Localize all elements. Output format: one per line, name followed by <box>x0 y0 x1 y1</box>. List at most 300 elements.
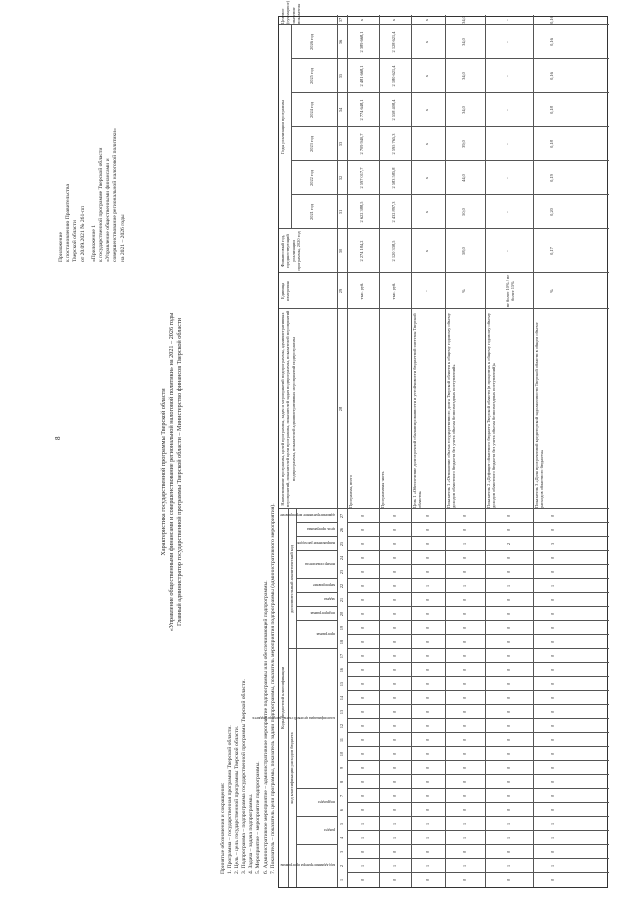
target-column-header: Целевое (суммарное) значение показателя <box>280 0 301 24</box>
code-cell: 0 <box>506 514 511 518</box>
table-rule <box>347 606 609 607</box>
abbreviations-heading: Принятые обозначения и сокращения: <box>220 782 226 874</box>
row-year-value: х <box>424 210 429 214</box>
column-number: 6 <box>339 808 344 812</box>
column-number: 16 <box>339 667 344 673</box>
table-rule <box>347 592 609 593</box>
code-cell: 0 <box>506 696 511 700</box>
unit-column-header: Единица измерения <box>280 281 291 301</box>
column-number: 11 <box>339 737 344 743</box>
table-rule <box>296 550 337 551</box>
code-column-header: административное мероприятие <box>280 513 335 518</box>
code-cell: 0 <box>425 514 430 518</box>
code-cell: 0 <box>360 780 365 784</box>
row-name: Программа, всего <box>348 474 353 508</box>
code-cell: 1 <box>392 822 397 826</box>
code-cell: 0 <box>462 654 467 658</box>
code-cell: 0 <box>550 654 555 658</box>
code-cell: 0 <box>550 612 555 616</box>
row-target-value: х <box>424 18 429 22</box>
code-cell: 0 <box>425 878 430 882</box>
table-rule <box>347 746 609 747</box>
code-cell: 0 <box>506 878 511 882</box>
code-column-header: направление расходов <box>297 541 335 546</box>
column-number: 7 <box>339 794 344 798</box>
page-number: 8 <box>54 436 62 440</box>
code-cell: 0 <box>360 808 365 812</box>
column-number: 17 <box>339 653 344 659</box>
code-cell: 0 <box>360 528 365 532</box>
row-year-value: 0,18 <box>549 140 554 148</box>
code-subheader: код классификации расходов бюджета <box>289 732 294 804</box>
row-year-value: 2 558 408,4 <box>391 99 396 121</box>
code-cell: 0 <box>506 738 511 742</box>
code-cell: 0 <box>462 766 467 770</box>
code-cell: 1 <box>462 864 467 868</box>
code-cell: 0 <box>550 528 555 532</box>
year-header: 2025 год <box>309 68 314 84</box>
abbreviations-block <box>220 454 277 874</box>
row-year-value: 34,0 <box>461 106 466 114</box>
table-rule <box>296 509 297 887</box>
table-rule <box>347 564 609 565</box>
code-cell: 0 <box>506 528 511 532</box>
row-year-value: 50,0 <box>461 208 466 216</box>
code-cell: 1 <box>506 836 511 840</box>
code-cell: 0 <box>392 584 397 588</box>
code-cell: 0 <box>392 710 397 714</box>
row-year-value: 2 389 668,1 <box>359 31 364 53</box>
code-cell: 0 <box>506 780 511 784</box>
row-year-value: 34,0 <box>461 38 466 46</box>
code-cell: 0 <box>392 528 397 532</box>
code-cell: 0 <box>462 640 467 644</box>
appendix-line: от 20.09.2021 № 261-пп <box>79 205 86 262</box>
row-year-value: - <box>505 143 510 145</box>
code-cell: 0 <box>425 752 430 756</box>
code-cell: 0 <box>360 626 365 630</box>
code-cell: 1 <box>392 864 397 868</box>
column-number: 37 <box>338 17 343 23</box>
code-cell: 0 <box>425 696 430 700</box>
code-column-header: цель программы <box>306 527 335 532</box>
column-number: 15 <box>339 681 344 687</box>
appendix-line: Тверской области <box>72 220 79 262</box>
column-number: 5 <box>339 822 344 826</box>
code-cell: 1 <box>550 822 555 826</box>
appendix-line: на 2021 – 2026 годы <box>119 214 126 262</box>
column-number: 4 <box>339 836 344 840</box>
row-target-value: х <box>359 18 364 22</box>
code-cell: 0 <box>550 878 555 882</box>
code-cell: 0 <box>462 570 467 574</box>
column-number: 8 <box>339 780 344 784</box>
code-cell: 0 <box>506 598 511 602</box>
code-column-header: номер показателя <box>305 562 335 567</box>
column-number: 20 <box>339 611 344 617</box>
code-cell: 0 <box>360 654 365 658</box>
column-number: 26 <box>339 527 344 533</box>
year-header: 2021 год <box>309 204 314 220</box>
code-cell: 0 <box>360 612 365 616</box>
code-cell: 0 <box>425 542 430 546</box>
code-cell: 0 <box>360 794 365 798</box>
row-year-value: 0,16 <box>549 38 554 46</box>
row-base-value: - <box>505 250 510 252</box>
code-cell: 0 <box>392 780 397 784</box>
row-year-value: х <box>424 176 429 180</box>
code-cell: 0 <box>425 682 430 686</box>
row-year-value: 44,0 <box>461 174 466 182</box>
code-cell: 0 <box>360 766 365 770</box>
row-year-value: 2 583 585,8 <box>391 167 396 189</box>
table-rule <box>347 536 609 537</box>
table-rule <box>296 620 337 621</box>
row-year-value: 2 709 940,7 <box>359 133 364 155</box>
column-number: 12 <box>339 723 344 729</box>
code-cell: 0 <box>506 556 511 560</box>
abbreviation-item: 3. Подпрограмма – подпрограмма государственной программы Тверской области. <box>241 679 248 874</box>
column-number: 23 <box>339 569 344 575</box>
code-cell: 0 <box>462 696 467 700</box>
code-cell: 0 <box>550 626 555 630</box>
code-cell: 1 <box>360 864 365 868</box>
code-cell: 0 <box>462 528 467 532</box>
code-cell: 0 <box>392 724 397 728</box>
code-cell: 1 <box>462 836 467 840</box>
abbreviation-item: 6. Административное мероприятие – административное мероприятие подпрограммы или обеспечивающей подпрограммы. <box>262 580 269 874</box>
code-cell: 2 <box>506 542 511 546</box>
table-rule <box>347 802 609 803</box>
code-cell: 0 <box>425 850 430 854</box>
row-year-value: - <box>505 211 510 213</box>
table-rule <box>347 648 609 649</box>
column-number: 34 <box>338 107 343 113</box>
name-column-header: Наименование программы, целей программы, задач и мероприятий подпрограммы, административных мероприятий, показателей цели программы, показателей задач подпрограммы, показателей мероприятий подпрограммы, показателей административных мероприятий подпрограммы <box>280 310 296 508</box>
row-unit: не более 10% / не более 15% <box>505 274 516 308</box>
code-cell: 0 <box>506 710 511 714</box>
row-year-value: - <box>505 75 510 77</box>
code-cell: 0 <box>360 598 365 602</box>
code-cell: 0 <box>425 780 430 784</box>
row-name: Цель 1 «Обеспечение долгосрочной сбалансированности и устойчивости бюджетной системы Тверской области» <box>412 313 423 508</box>
row-year-value: 2 481 668,1 <box>359 65 364 87</box>
abbreviation-item: 2. Цель – цель государственной программы Тверской области. <box>234 725 241 874</box>
row-year-value: 2 432 897,3 <box>391 201 396 223</box>
table-rule <box>296 578 337 579</box>
row-target-value: - <box>505 19 510 21</box>
row-year-value: 2 180 621,4 <box>391 65 396 87</box>
table-rule <box>347 634 609 635</box>
row-year-value: 0,20 <box>549 208 554 216</box>
code-cell: 1 <box>550 584 555 588</box>
column-number: 28 <box>338 406 343 412</box>
column-number: 27 <box>339 513 344 519</box>
code-cell: 0 <box>462 710 467 714</box>
code-cell: 0 <box>462 780 467 784</box>
code-cell: 0 <box>462 724 467 728</box>
row-year-value: 2 128 621,4 <box>391 31 396 53</box>
code-cell: 0 <box>360 514 365 518</box>
code-column-header: мероприятие <box>312 583 335 588</box>
row-year-value: 2 595 765,3 <box>391 133 396 155</box>
table-rule <box>347 662 609 663</box>
column-number: 19 <box>339 625 344 631</box>
column-number: 30 <box>338 248 343 254</box>
code-cell: 0 <box>506 752 511 756</box>
code-cell: 0 <box>550 598 555 602</box>
code-column-header: задача <box>324 597 335 602</box>
appendix-line: «Управление общественными финансами и <box>105 158 112 262</box>
code-cell: 0 <box>425 710 430 714</box>
code-cell: 1 <box>506 822 511 826</box>
row-year-value: х <box>424 40 429 44</box>
row-year-value: х <box>424 108 429 112</box>
code-cell: 0 <box>360 878 365 882</box>
code-cell: 0 <box>550 668 555 672</box>
code-cell: 0 <box>550 738 555 742</box>
code-cell: 0 <box>360 682 365 686</box>
code-cell: 1 <box>392 836 397 840</box>
code-cell: 0 <box>506 612 511 616</box>
code-cell: 0 <box>506 626 511 630</box>
code-cell: 0 <box>392 542 397 546</box>
code-cell: 0 <box>506 766 511 770</box>
code-cell: 1 <box>425 584 430 588</box>
table-rule <box>347 704 609 705</box>
title-line: «Управление общественными финансами и совершенствование региональной налоговой политики» на 2021 – 2026 годы <box>168 312 175 632</box>
code-cell: 0 <box>392 808 397 812</box>
code-cell: 1 <box>506 584 511 588</box>
abbreviation-item: 4. Задача – задача подпрограммы. <box>248 793 255 874</box>
code-cell: 1 <box>425 836 430 840</box>
code-cell: 0 <box>550 570 555 574</box>
code-cell: 0 <box>462 556 467 560</box>
table-rule <box>296 592 337 593</box>
table-rule <box>347 788 609 789</box>
column-number: 9 <box>339 766 344 770</box>
code-cell: 1 <box>550 864 555 868</box>
code-cell: 0 <box>506 724 511 728</box>
code-cell: 0 <box>392 640 397 644</box>
code-cell: 0 <box>550 682 555 686</box>
row-year-value: 0,16 <box>549 72 554 80</box>
code-cell: 0 <box>392 738 397 742</box>
code-cell: 0 <box>392 626 397 630</box>
row-year-value: х <box>424 74 429 78</box>
year-header: 2026 год <box>309 34 314 50</box>
appendix-line: «Приложение 1 <box>90 224 97 262</box>
abbreviation-item: 5. Мероприятие – мероприятие подпрограммы. <box>255 761 262 874</box>
code-cell: 0 <box>425 640 430 644</box>
row-base-value: 2 274 184,2 <box>359 240 364 262</box>
code-cell: 0 <box>360 710 365 714</box>
code-header: Коды бюджетной классификации <box>280 666 285 730</box>
code-cell: 0 <box>550 696 555 700</box>
table-rule <box>347 522 609 523</box>
year-header: 2023 год <box>309 136 314 152</box>
column-number: 2 <box>339 864 344 868</box>
code-cell: 0 <box>550 724 555 728</box>
code-cell: 0 <box>360 640 365 644</box>
row-base-value: х <box>424 249 429 253</box>
column-number: 18 <box>339 639 344 645</box>
row-base-value: 0,17 <box>549 247 554 255</box>
row-base-value: 2 120 338,5 <box>391 240 396 262</box>
code-cell: 0 <box>392 878 397 882</box>
code-cell: 0 <box>462 808 467 812</box>
code-cell: 0 <box>425 612 430 616</box>
year-header: 2022 год <box>309 170 314 186</box>
code-cell: 0 <box>462 878 467 882</box>
row-year-value: - <box>505 109 510 111</box>
row-target-value: 0,16 <box>549 16 554 24</box>
code-column-header: код администратора программы <box>280 863 335 868</box>
code-cell: 0 <box>506 794 511 798</box>
code-cell: 0 <box>360 696 365 700</box>
column-number: 25 <box>339 541 344 547</box>
table-rule <box>347 844 609 845</box>
table-rule <box>296 648 337 649</box>
row-year-value: 0,18 <box>549 106 554 114</box>
code-cell: 0 <box>392 556 397 560</box>
code-cell: 0 <box>392 850 397 854</box>
code-cell: 3 <box>550 542 555 546</box>
row-year-value: 34,0 <box>461 72 466 80</box>
row-year-value: 0,19 <box>549 174 554 182</box>
column-number: 24 <box>339 555 344 561</box>
code-cell: 0 <box>506 850 511 854</box>
code-cell: 0 <box>550 808 555 812</box>
code-cell: 1 <box>462 542 467 546</box>
code-column-header: подпрограмма <box>310 611 335 616</box>
code-cell: 0 <box>425 668 430 672</box>
code-cell: 0 <box>462 668 467 672</box>
code-cell: 1 <box>425 864 430 868</box>
table-rule <box>347 620 609 621</box>
appendix-line: к постановлению Правительства <box>65 184 72 262</box>
row-year-value: 2 774 648,1 <box>359 99 364 121</box>
abbreviation-item: 1. Программа – государственная программа Тверской области. <box>227 725 234 874</box>
row-year-value: х <box>424 142 429 146</box>
row-year-value: 2 622 388,5 <box>359 201 364 223</box>
code-column-header: подраздел <box>317 800 335 805</box>
code-cell: 1 <box>360 836 365 840</box>
title-line: Характеристика государственной программы Тверской области <box>160 388 167 556</box>
appendix-line: Приложение <box>58 231 64 262</box>
code-cell: 0 <box>392 766 397 770</box>
table-rule <box>347 676 609 677</box>
code-cell: 0 <box>360 570 365 574</box>
code-column-header: программа <box>316 632 335 637</box>
table-rule <box>347 774 609 775</box>
code-cell: 1 <box>506 864 511 868</box>
table-rule <box>347 578 609 579</box>
column-number: 31 <box>338 209 343 215</box>
code-cell: 0 <box>425 794 430 798</box>
column-number: 13 <box>339 709 344 715</box>
code-cell: 0 <box>462 738 467 742</box>
code-cell: 0 <box>425 528 430 532</box>
table-rule <box>296 788 337 789</box>
code-cell: 0 <box>425 570 430 574</box>
code-cell: 0 <box>392 682 397 686</box>
code-cell: 0 <box>425 654 430 658</box>
code-cell: 1 <box>550 836 555 840</box>
code-cell: 0 <box>425 598 430 602</box>
code-cell: 0 <box>392 570 397 574</box>
table-rule <box>296 816 337 817</box>
row-year-value: - <box>505 177 510 179</box>
code-cell: 0 <box>550 640 555 644</box>
table-rule <box>347 830 609 831</box>
code-column-header: раздел <box>323 828 335 833</box>
column-number: 29 <box>338 288 343 294</box>
code-cell: 0 <box>425 738 430 742</box>
code-cell: 0 <box>392 612 397 616</box>
row-target-value: х <box>391 18 396 22</box>
table-rule <box>347 760 609 761</box>
code-cell: 0 <box>392 598 397 602</box>
code-cell: 0 <box>550 850 555 854</box>
column-number: 21 <box>339 597 344 603</box>
code-cell: 0 <box>360 724 365 728</box>
row-target-value: 34,0 <box>461 16 466 24</box>
row-year-value: 2 597 017,7 <box>359 167 364 189</box>
table-rule <box>296 522 337 523</box>
table-rule <box>347 550 609 551</box>
column-number: 22 <box>339 583 344 589</box>
code-cell: 0 <box>550 766 555 770</box>
rotated-page <box>20 2 620 902</box>
row-unit: % <box>461 289 466 293</box>
code-column-header: классификация целевой статьи расхода бюджета <box>252 716 335 721</box>
row-base-value: 58,0 <box>461 247 466 255</box>
row-year-value: 39,0 <box>461 140 466 148</box>
code-cell: 0 <box>392 752 397 756</box>
column-number: 10 <box>339 751 344 757</box>
row-unit: % <box>549 289 554 293</box>
code-cell: 0 <box>392 696 397 700</box>
row-year-value: - <box>505 41 510 43</box>
code-cell: 0 <box>462 794 467 798</box>
code-cell: 0 <box>506 570 511 574</box>
code-cell: 0 <box>506 668 511 672</box>
code-cell: 0 <box>360 556 365 560</box>
code-cell: 0 <box>392 514 397 518</box>
column-number: 36 <box>338 39 343 45</box>
code-cell: 0 <box>462 598 467 602</box>
code-cell: 0 <box>360 738 365 742</box>
code-cell: 0 <box>506 682 511 686</box>
code-cell: 0 <box>462 752 467 756</box>
code-cell: 0 <box>392 794 397 798</box>
code-cell: 0 <box>425 556 430 560</box>
appendix-line: к государственной программе Тверской области <box>98 147 105 262</box>
table-rule <box>347 858 609 859</box>
appendix-note <box>58 7 127 262</box>
table-rule <box>296 606 337 607</box>
column-number: 35 <box>338 73 343 79</box>
code-cell: 0 <box>550 556 555 560</box>
column-number: 14 <box>339 695 344 701</box>
code-cell: 1 <box>462 822 467 826</box>
code-cell: 1 <box>462 584 467 588</box>
code-cell: 0 <box>360 542 365 546</box>
code-cell: 0 <box>425 766 430 770</box>
row-name: Показатель 3 «Доля просроченной кредиторской задолженности Тверской области в общем объеме расходов областного бюджета» <box>534 322 545 508</box>
code-cell: 0 <box>506 808 511 812</box>
